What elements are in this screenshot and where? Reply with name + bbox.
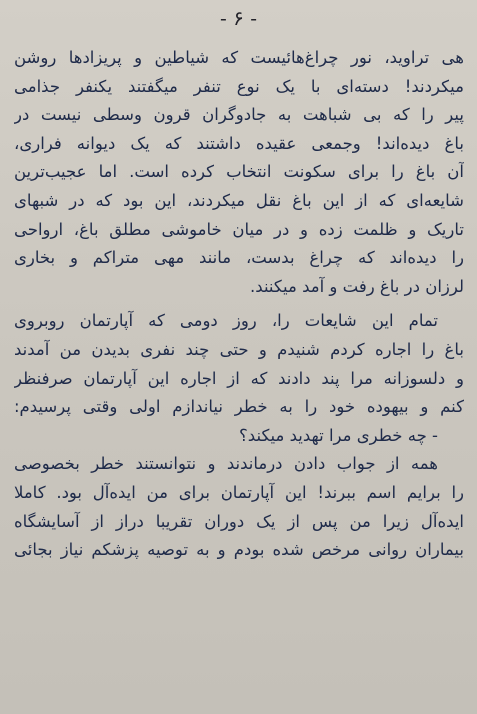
dialogue-line: - چه خطری مرا تهدید میکند؟: [239, 425, 438, 445]
text-line: باغ دیده‌اند! وجمعی عقیده داشتند که یک دیوانه فراری،: [14, 133, 464, 153]
text-line: تمام این شایعات را، روز دومی که آپارتمان روبروی: [14, 311, 438, 331]
text-line: شایعه‌ای که از این باغ نقل میکردند، این بود که در شبهای: [14, 190, 464, 210]
page-number: - ۶ -: [220, 6, 257, 30]
text-line: بیماران روانی مرخص شده بودم و به توصیه پزشکم نیاز بجائی: [14, 540, 464, 560]
text-line: باغ را اجاره کردم شنیدم و حتی چند نفری بدیدن من آمدند: [14, 339, 464, 359]
text-line: را دیده‌اند که چراغ بدست، مانند مهی متراکم و بخاری: [14, 248, 464, 268]
body-text: [14, 44, 464, 565]
text-line: لرزان در باغ رفت و آمد میکنند.: [250, 276, 464, 296]
text-line: ایده‌آل زیرا من پس از یک دوران تقریبا دراز از آسایشگاه: [14, 511, 464, 531]
text-line: همه از جواب دادن درماندند و نتوانستند خطر بخصوصی: [14, 454, 438, 474]
text-line: پیر را که بی شباهت به جادوگران قرون وسطی نیست در: [14, 105, 464, 125]
text-line: میکردند! دسته‌ای با یک نوع تنفر میگفتند یکنفر جذامی: [14, 76, 464, 96]
text-line: هی تراوید، نور چراغ‌هائیست که شیاطین و پریزادها روشن: [14, 48, 464, 67]
text-line: کنم و بیهوده خود را به خطر نیاندازم اولی وقتی پرسیدم:: [14, 397, 464, 417]
text-line: و دلسوزانه مرا پند دادند که از اجاره این آپارتمان صرفنظر: [14, 368, 464, 388]
text-line: آن باغ را برای سکونت انتخاب کرده است. اما عجیب‌ترین: [14, 162, 464, 182]
text-line: را برایم اسم ببرند! این آپارتمان برای من ایده‌آل بود. کاملا: [14, 482, 464, 502]
text-line: تاریک و ظلمت زده و در میان خاموشی مطلق باغ، ارواحی: [14, 219, 464, 239]
